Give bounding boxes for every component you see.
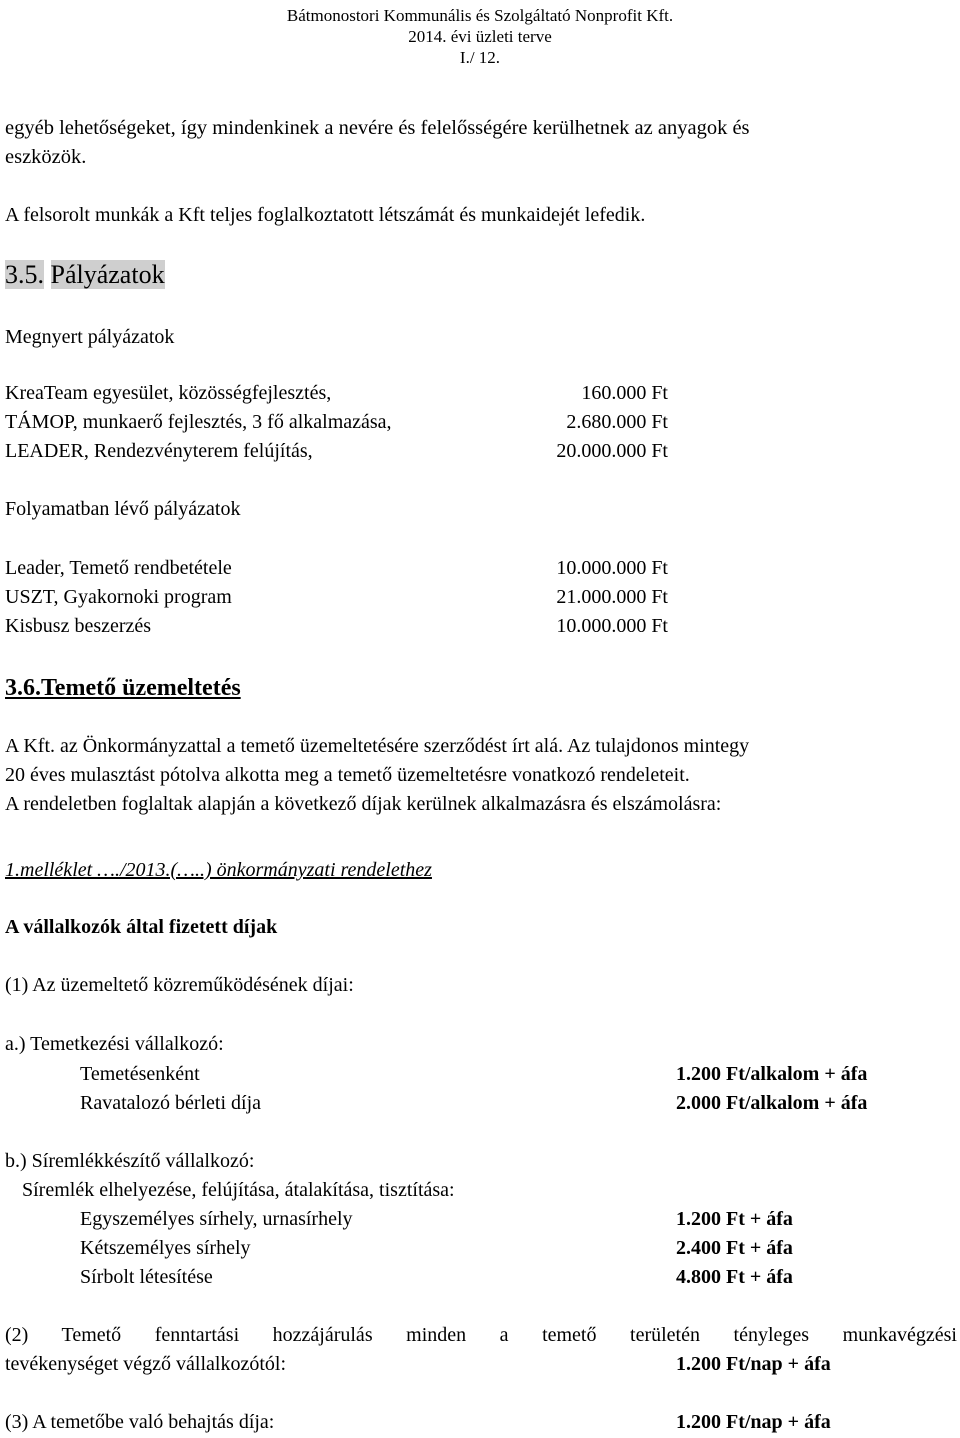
para-line-2: 20 éves mulasztást pótolva alkotta meg a temető üzemeltetésre vonatkozó rendeleteit. [5, 764, 690, 786]
b-row-name-2: Kétszemélyes sírhely [80, 1237, 251, 1259]
section-3-5-title: Pályázatok [50, 260, 165, 289]
item-2-price: 1.200 Ft/nap + áfa [676, 1353, 831, 1375]
b-row-price-3: 4.800 Ft + áfa [676, 1266, 793, 1288]
section-3-5-heading [5, 259, 165, 290]
a-row-name-2: Ravatalozó bérleti díja [80, 1092, 262, 1114]
b-subtitle: Síremlék elhelyezése, felújítása, átalakítása, tisztítása: [22, 1179, 455, 1201]
won-name-3: LEADER, Rendezvényterem felújítás, [5, 440, 313, 462]
intro-line-3: A felsorolt munkák a Kft teljes foglalkoztatott létszámát és munkaidejét lefedik. [5, 204, 646, 226]
won-amount-2: 2.680.000 Ft [566, 411, 668, 433]
intro-line-1: egyéb lehetőségeket, így mindenkinek a nevére és felelősségére kerülhetnek az anyagok és [5, 117, 750, 139]
pending-amount-2: 21.000.000 Ft [556, 586, 668, 608]
pending-title: Folyamatban lévő pályázatok [5, 498, 241, 520]
a-title: a.) Temetkezési vállalkozó: [5, 1033, 224, 1055]
annex-reference: 1.melléklet …./2013.(…..) önkormányzati rendelethez [5, 859, 432, 881]
won-name-2: TÁMOP, munkaerő fejlesztés, 3 fő alkalmazása, [5, 411, 392, 433]
intro-line-2: eszközök. [5, 146, 87, 168]
a-row-price-2: 2.000 Ft/alkalom + áfa [676, 1092, 868, 1114]
pending-name-3: Kisbusz beszerzés [5, 615, 152, 637]
item-2-line-2: tevékenységet végző vállalkozótól: [5, 1353, 287, 1375]
a-row-price-1: 1.200 Ft/alkalom + áfa [676, 1063, 868, 1085]
b-row-price-1: 1.200 Ft + áfa [676, 1208, 793, 1230]
pending-name-2: USZT, Gyakornoki program [5, 586, 232, 608]
header-plan: 2014. évi üzleti terve [408, 27, 552, 46]
won-amount-1: 160.000 Ft [581, 382, 668, 404]
section-3-5-number: 3.5. [5, 260, 44, 289]
para-line-1: A Kft. az Önkormányzattal a temető üzemeltetésére szerződést írt alá. Az tulajdonos mintegy [5, 735, 750, 757]
section-3-6-heading [5, 674, 241, 703]
item-1: (1) Az üzemeltető közreműködésének díjai: [5, 974, 354, 996]
para-line-3: A rendeletben foglaltak alapján a következő díjak kerülnek alkalmazásra és elszámolásra: [5, 793, 722, 815]
item-3-price: 1.200 Ft/nap + áfa [676, 1411, 831, 1433]
section-3-6-title: Temető üzemeltetés [41, 675, 241, 701]
b-row-name-3: Sírbolt létesítése [80, 1266, 213, 1288]
a-row-name-1: Temetésenként [80, 1063, 200, 1085]
b-row-name-1: Egyszemélyes sírhely, urnasírhely [80, 1208, 353, 1230]
b-title: b.) Síremlékkészítő vállalkozó: [5, 1150, 255, 1172]
pending-amount-3: 10.000.000 Ft [556, 615, 668, 637]
fees-title: A vállalkozók által fizetett díjak [5, 916, 278, 938]
header-company: Bátmonostori Kommunális és Szolgáltató Nonprofit Kft. [286, 6, 674, 25]
header-page: I./ 12. [459, 48, 501, 67]
item-2-line-1: (2) Temető fenntartási hozzájárulás minden a temető területén tényleges munkavégzési [5, 1324, 957, 1346]
pending-amount-1: 10.000.000 Ft [556, 557, 668, 579]
won-title: Megnyert pályázatok [5, 326, 175, 348]
won-name-1: KreaTeam egyesület, közösségfejlesztés, [5, 382, 332, 404]
pending-name-1: Leader, Temető rendbetétele [5, 557, 232, 579]
section-3-6-number: 3.6. [5, 675, 41, 701]
won-amount-3: 20.000.000 Ft [556, 440, 668, 462]
b-row-price-2: 2.400 Ft + áfa [676, 1237, 793, 1259]
item-3: (3) A temetőbe való behajtás díja: [5, 1411, 275, 1433]
